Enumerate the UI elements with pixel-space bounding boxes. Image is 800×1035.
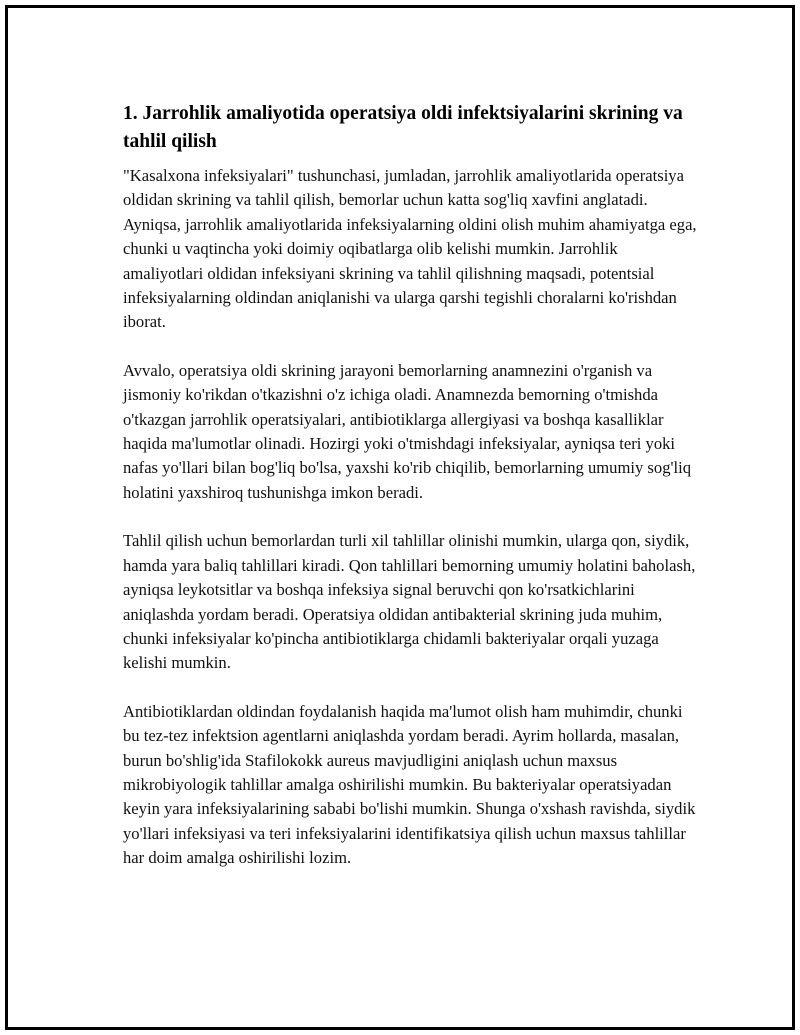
paragraph-2: Avvalo, operatsiya oldi skrining jarayoni bemorlarning anamnezini o'rganish va jismoniy ko'rikdan o'tkazishni o'z ichiga oladi. Anamnezda bemorning o'tmishda o'tkazgan jarrohlik operatsiyalari, antibiotiklarga allergiyasi va boshqa kasalliklar haqida ma'lumotlar olinadi. Hozirgi yoki o'tmishdagi infeksiyalar, ayniqsa teri yoki nafas yo'llari bilan bog'liq bo'lsa, yaxshi ko'rib chiqilib, bemorlarning umumiy sog'liq holatini yaxshiroq tushunishga imkon beradi. (123, 360, 691, 502)
paragraph-4: Antibiotiklardan oldindan foydalanish haqida ma'lumot olish ham muhimdir, chunki bu tez-tez infektsion agentlarni aniqlashda yordam beradi. Ayrim hollarda, masalan, burun bo'shlig'ida Stafilokokk aureus mavjudligini aniqlash uchun maxsus mikrobiyologik tahlillar amalga oshirilishi mumkin. Bu bakteriyalar operatsiyadan keyin yara infeksiyalarining sababi bo'lishi mumkin. Shunga o'xshash ravishda, siydik yo'llari infeksiyasi va teri infeksiyalarini identifikatsiya qilish uchun maxsus tahlillar har doim amalga oshirilishi lozim. (123, 701, 696, 868)
paragraph-1: "Kasalxona infeksiyalari" tushunchasi, jumladan, jarrohlik amaliyotlarida operatsiya oldidan skrining va tahlil qilish, bemorlar uchun katta sog'liq xavfini anglatadi. Ayniqsa, jarrohlik amaliyotlarida infeksiyalarning oldini olish muhim ahamiyatga ega, chunki u vaqtincha yoki doimiy oqibatlarga olib kelishi mumkin. Jarrohlik amaliyotlari oldidan infeksiyani skrining va tahlil qilishning maqsadi, potentsial infeksiyalarning oldindan aniqlanishi va ularga qarshi tegishli choralarni ko'rishdan iborat. (123, 166, 697, 332)
page-frame (5, 5, 795, 1030)
document-body (123, 100, 698, 895)
paragraph-3: Tahlil qilish uchun bemorlardan turli xil tahlillar olinishi mumkin, ularga qon, siydik, hamda yara baliq tahlillari kiradi. Qon tahlillari bemorning umumiy holatini baholash, ayniqsa leykotsitlar va boshqa infeksiya signal beruvchi qon ko'rsatkichlarini aniqlashda yordam beradi. Operatsiya oldidan antibakterial skrining juda muhim, chunki infeksiyalar ko'pincha antibiotiklarga chidamli bakteriyalar orqali yuzaga kelishi mumkin. (123, 531, 696, 673)
section-heading: 1. Jarrohlik amaliyotida operatsiya oldi infektsiyalarini skrining va tahlil qilish (123, 103, 683, 152)
